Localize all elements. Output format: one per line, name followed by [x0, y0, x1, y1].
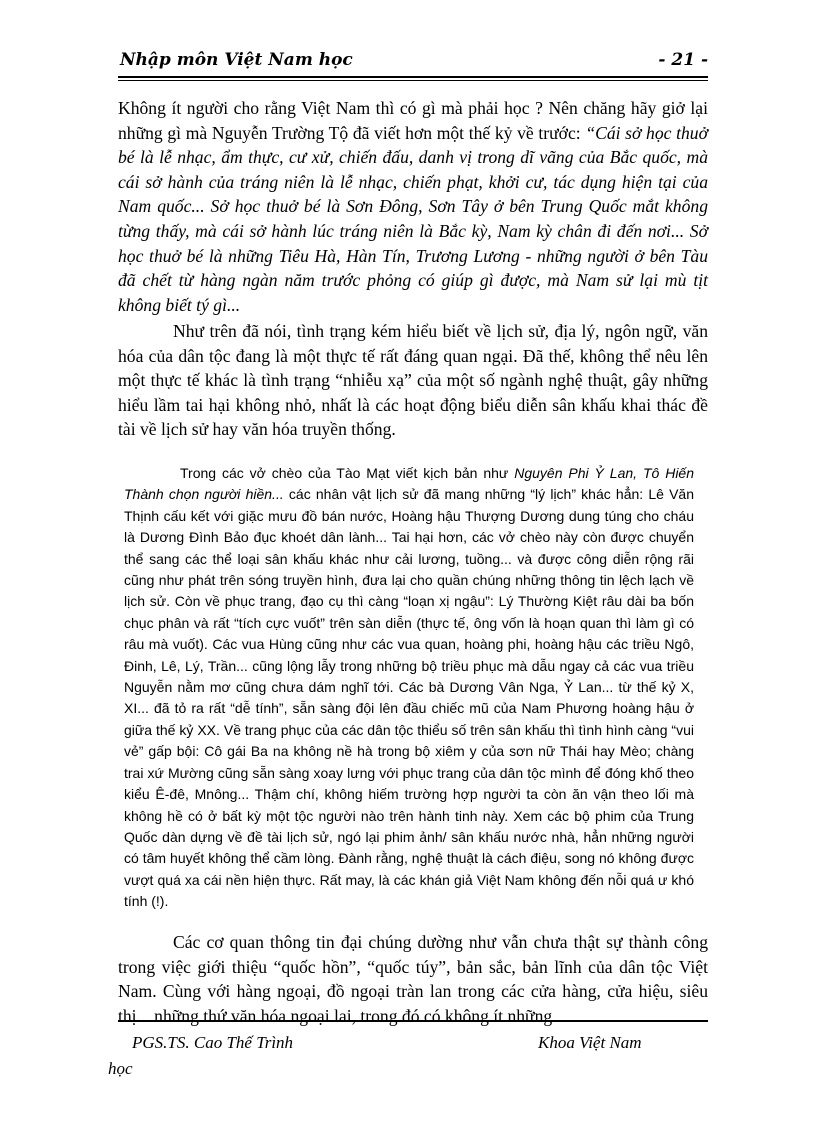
footer-author-line1: PGS.TS. Cao Thế Trình [132, 1033, 294, 1052]
footer-author [108, 1030, 338, 1082]
paragraph-1-quote: “Cái sở học thuở bé là lễ nhạc, ẩm thực, cư xử, chiến đấu, danh vị trong dĩ vãng của Bắc quốc, mà cái sở hành của tráng niên là lễ nhạc, chiến phạt, khởi cư, tác dụng hiện tại của Nam quốc... Sở học thuở bé là Sơn Đông, Sơn Tây ở bên Trung Quốc mắt không từng thấy, mà cái sở hành lúc tráng niên là Bắc kỳ, Nam kỳ chân đi đến nơi... Sở học thuở bé là những Tiêu Hà, Hàn Tín, Trương Lương - những người ở bên Tàu đã chết từ hàng ngàn năm trước phỏng có giúp gì được, mà Nam sử lại mù tịt không biết tý gì... [118, 122, 708, 315]
paragraph-1 [118, 96, 708, 317]
quote-text-start: Trong các vở chèo của Tào Mạt viết kịch bản như [180, 465, 515, 481]
header-rule [118, 76, 708, 78]
paragraph-1-text: Không ít người cho rằng Việt Nam thì có gì mà phải học ? Nên chăng hãy giở lại những gì mà Nguyễn Trường Tộ đã viết hơn một thế kỷ về trước: [118, 98, 708, 143]
footer-author-line2: học [108, 1059, 133, 1078]
header-title: Nhập môn Việt Nam học [120, 50, 353, 70]
page-number: - 21 - [658, 50, 708, 70]
quote-play-titles: Nguyên Phi Ỷ Lan, Tô Hiến Thành chọn người hiền... [124, 465, 694, 503]
block-quote [124, 463, 694, 913]
paragraph-2 [118, 319, 708, 442]
paragraph-2-text: Như trên đã nói, tình trạng kém hiểu biết về lịch sử, địa lý, ngôn ngữ, văn hóa của dân tộc đang là một thực tế rất đáng quan ngại. Đã thế, không thể nêu lên một thực tế khác là tình trạng “nhiễu xạ” của một số ngành nghệ thuật, gây những hiểu lầm tai hại không nhỏ, nhất là các hoạt động biểu diễn sân khấu khai thác đề tài về lịch sử hay văn hóa truyền thống. [118, 321, 708, 440]
footer-department: Khoa Việt Nam [538, 1033, 642, 1052]
page-header [118, 48, 708, 78]
paragraph-3 [118, 930, 708, 1028]
quote-text-rest: các nhân vật lịch sử đã mang những “lý lịch” khác hẳn: Lê Văn Thịnh cấu kết với giặc mưu đồ bán nước, Hoàng hậu Thượng Dương dung túng cho cháu là Dương Đình Bảo đục khoét dân lành... Tai hại hơn, các vở chèo này còn được chuyển thể sang các thể loại sân khấu khác như cải lương, tuồng... và được công diễn rộng rãi cũng như phát trên sóng truyền hình, đưa lại cho quần chúng những thông tin lệch lạch về lịch sử. Còn về phục trang, đạo cụ thì càng “loạn xị ngậu”: Lý Thường Kiệt râu dài ba bốn chục phân và rất “tích cực vuốt” trên sàn diễn (thực tế, ông vốn là hoạn quan thì làm gì có râu mà vuốt). Các vua Hùng cũng như các vua quan, hoàng phi, hoàng hậu các triều Ngô, Đinh, Lê, Lý, Trần... cũng lộng lẫy trong những bộ triều phục mà dẫu ngay cả các vua triều Nguyễn nằm mơ cũng chưa dám nghĩ tới. Các bà Dương Vân Nga, Ỷ Lan... từ thế kỷ X, XI... đã tỏ ra rất “dễ tính”, sẵn sàng đội lên đầu chiếc mũ của Nam Phương hoàng hậu ở giữa thế kỷ XX. Về trang phục của các dân tộc thiểu số trên sân khấu thì tình hình càng “vui vẻ” gấp bội: Cô gái Ba na không nề hà trong bộ xiêm y của sơn nữ Thái hay Mèo; chàng trai xứ Mường cũng sẵn sàng xoay lưng với phục trang của dân tộc mình để đóng khố theo kiểu Ê-đê, Mnông... Thậm chí, không hiếm trường hợp người ta còn ăn vận theo lối mà không hề có ở bất kỳ một tộc người nào trên hành tinh này. Xem các bộ phim của Trung Quốc dàn dựng về đề tài lịch sử, ngó lại phim ảnh/ sân khấu nước nhà, hẳn những người có tâm huyết không thể cầm lòng. Đành rằng, nghệ thuật là cách điệu, song nó không được vượt quá xa cái nền hiện thực. Rất may, là các khán giả Việt Nam không đến nỗi quá ư khó tính (!). [124, 486, 694, 910]
paragraph-3-text: Các cơ quan thông tin đại chúng dường như vẫn chưa thật sự thành công trong việc giới thiệu “quốc hồn”, “quốc túy”, bản sắc, bản lĩnh của dân tộc Việt Nam. Cùng với hàng ngoại, đồ ngoại tràn lan trong các cửa hàng, cửa hiệu, siêu thị... những thứ văn hóa ngoại lai, trong đó có không ít những [118, 932, 708, 1026]
header-rule-thin [118, 80, 708, 81]
footer-rule [118, 1020, 708, 1022]
